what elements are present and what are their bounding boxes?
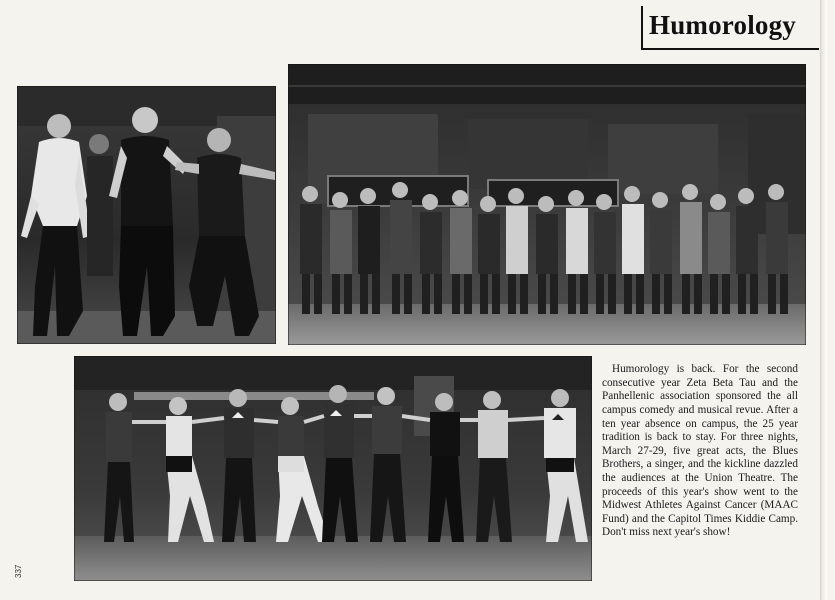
photo-dancers-closeup (17, 86, 276, 344)
photo-icon (17, 86, 276, 344)
photo-group-kickline-pose (288, 64, 806, 345)
title-box (641, 6, 819, 50)
page-title: Humorology (649, 10, 797, 40)
page-edge (820, 0, 827, 600)
photo-icon (74, 356, 592, 581)
caption-text: Humorology is back. For the second consecutive year Zeta Beta Tau and the Panhellenic association sponsored the all campus comedy and musical revue. After a ten year absence on campus, the 25 year tradition is back to stay. For three nights, March 27-29, five great acts, the Blues Brothers, a singer, and the kickline dazzled the audiences at the Union Theatre. The proceeds of this year's show went to the Midwest Athletes Against Cancer (MAAC Fund) and the Capitol Times Kiddie Camp. Don't miss next year's show! (602, 363, 798, 539)
page-number: 337 (14, 564, 23, 578)
photo-dancers-kickline (74, 356, 592, 581)
photo-icon (288, 64, 806, 345)
